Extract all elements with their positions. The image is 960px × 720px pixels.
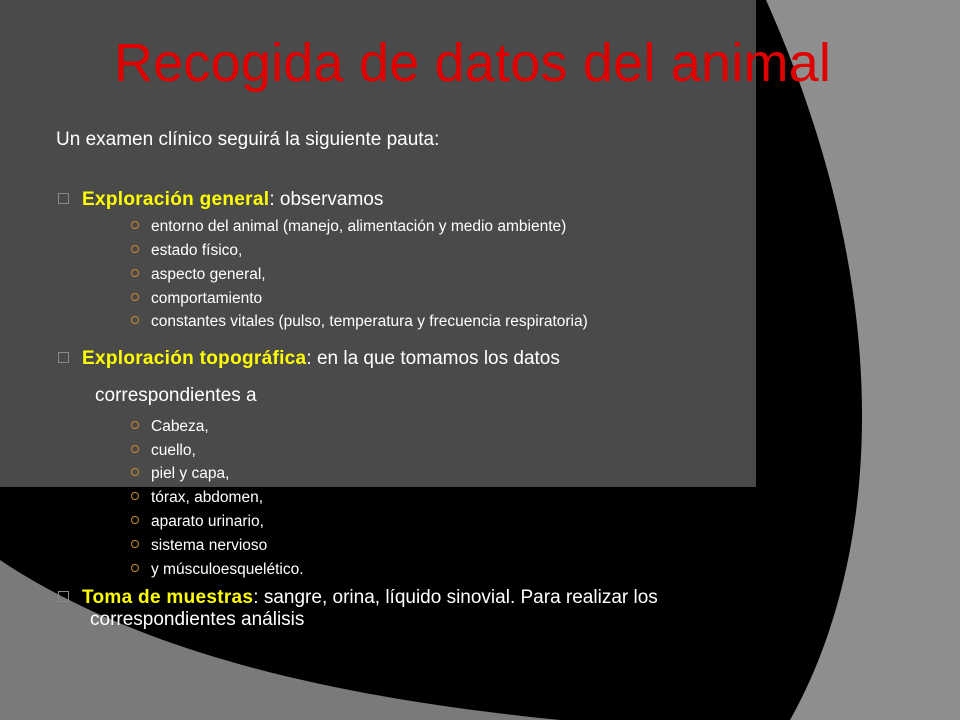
list-item bbox=[131, 537, 267, 555]
list-item bbox=[131, 418, 209, 436]
ring-bullet-icon bbox=[131, 564, 139, 572]
ring-bullet-icon bbox=[131, 221, 139, 229]
square-bullet-icon bbox=[58, 352, 69, 363]
list-item-text: y músculoesquelético. bbox=[151, 561, 304, 578]
list-item bbox=[131, 242, 242, 260]
list-item bbox=[131, 266, 266, 284]
list-item-text: sistema nervioso bbox=[151, 537, 268, 554]
list-item-text: estado físico, bbox=[151, 242, 243, 259]
ring-bullet-icon bbox=[131, 540, 139, 548]
list-item bbox=[131, 218, 566, 236]
list-item-text: comportamiento bbox=[151, 290, 263, 307]
list-item-text: constantes vitales (pulso, temperatura y frecuencia respiratoria) bbox=[151, 313, 588, 330]
list-item bbox=[131, 489, 263, 507]
section-continuation: correspondientes a bbox=[95, 385, 257, 406]
section-topographic bbox=[58, 348, 560, 370]
section-heading: Exploración topográfica bbox=[82, 348, 307, 369]
ring-bullet-icon bbox=[131, 468, 139, 476]
ring-bullet-icon bbox=[131, 516, 139, 524]
ring-bullet-icon bbox=[131, 492, 139, 500]
section-heading: Toma de muestras bbox=[82, 587, 254, 608]
list-item-text: cuello, bbox=[151, 442, 196, 459]
ring-bullet-icon bbox=[131, 293, 139, 301]
square-bullet-icon bbox=[58, 591, 69, 602]
list-item-text: aspecto general, bbox=[151, 266, 266, 283]
intro-text: Un examen clínico seguirá la siguiente pauta: bbox=[56, 129, 440, 150]
list-item bbox=[131, 513, 264, 531]
list-item-text: entorno del animal (manejo, alimentación y medio ambiente) bbox=[151, 218, 567, 235]
section-text: : sangre, orina, líquido sinovial. Para realizar los bbox=[253, 587, 658, 608]
list-item-text: aparato urinario, bbox=[151, 513, 264, 530]
slide-title: Recogida de datos del animal bbox=[114, 33, 832, 93]
list-item bbox=[131, 561, 304, 579]
ring-bullet-icon bbox=[131, 316, 139, 324]
list-item-text: piel y capa, bbox=[151, 465, 230, 482]
ring-bullet-icon bbox=[131, 421, 139, 429]
list-item-text: Cabeza, bbox=[151, 418, 209, 435]
section-heading: Exploración general bbox=[82, 189, 270, 210]
ring-bullet-icon bbox=[131, 269, 139, 277]
list-item bbox=[131, 442, 196, 460]
ring-bullet-icon bbox=[131, 245, 139, 253]
section-samples bbox=[58, 587, 658, 609]
section-general bbox=[58, 189, 383, 211]
list-item bbox=[131, 290, 262, 308]
section-text: : observamos bbox=[269, 189, 384, 210]
list-item bbox=[131, 465, 229, 483]
ring-bullet-icon bbox=[131, 445, 139, 453]
section-text: : en la que tomamos los datos bbox=[306, 348, 560, 369]
list-item-text: tórax, abdomen, bbox=[151, 489, 264, 506]
section-continuation: correspondientes análisis bbox=[90, 609, 305, 630]
list-item bbox=[131, 313, 588, 331]
square-bullet-icon bbox=[58, 193, 69, 204]
